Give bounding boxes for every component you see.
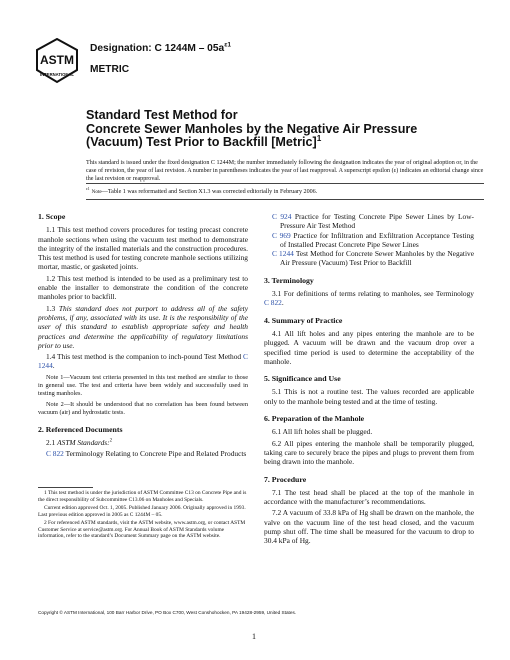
designation-text: Designation: C 1244M – 05a [90,43,225,54]
preparation-heading: 6. Preparation of the Manhole [264,414,365,424]
terminology-3-1: 3.1 For definitions of terms relating to manholes, see Terminology C 822. [264,289,474,308]
summary-heading: 4. Summary of Practice [264,315,343,325]
left-column [38,212,248,459]
significance-5-1: 5.1 This is not a routine test. The values recorded are applicable only to the manhole being tested and at the time of testing. [264,387,474,406]
designation-epsilon: ε1 [224,41,232,49]
astm-standards-label: 2.1 ASTM Standards:$^2$ [46,438,113,448]
scope-1-4: 1.4 This test method is the companion to inch-pound Test Method C 1244. [38,352,248,371]
scope-heading: 1. Scope [38,212,66,221]
divider-bottom [86,199,484,200]
significance-heading: 5. Significance and Use [264,374,341,384]
title-line-3: (Vacuum) Test Prior to Backfill [Metric]$^1$ [86,134,322,150]
copyright: Copyright © ASTM International, 100 Barr Harbor Drive, PO Box C700, West Conshohocken, PA 19428-2959, United States. [38,610,297,615]
editorial-note: $^{\varepsilon 1}$Note—Table 1 was reformatted and Section X1.3 was corrected editorially in February 2006. [86,186,318,196]
footnote-2: 2 For referenced ASTM standards, visit the ASTM website, www.astm.org, or contact ASTM Customer Service at service@astm.org. For Annual Book of ASTM Standards volume information, refer to the standard’s Document Summary page on the ASTM website. [38,519,246,540]
preparation-6-2: 6.2 All pipes entering the manhole shall be temporarily plugged, taking care to securely brace the pipes and plugs to prevent them from being drawn into the manhole. [264,438,474,467]
note-1: Note 1—Vacuum test criteria presented in this test method are similar to those in general use. The test and criteria have been widely and successfully used in testing manholes. [38,373,248,397]
procedure-heading: 7. Procedure [264,474,307,484]
page-title [86,109,486,150]
terminology-heading: 3. Terminology [264,275,314,285]
title-line-1: Standard Test Method for [86,108,238,122]
link-c1244[interactable]: C 1244 [38,352,248,371]
ref-c924: C 924 Practice for Testing Concrete Pipe Sewer Lines by Low-Pressure Air Test Method [272,212,474,231]
ref-c1244: C 1244 Test Method for Concrete Sewer Manholes by the Negative Air Pressure (Vacuum) Test Prior to Backfill [272,249,475,268]
footnotes [38,490,248,541]
divider-top [86,183,484,184]
designation [90,43,231,54]
title-line-2: Concrete Sewer Manholes by the Negative Air Pressure [86,121,418,136]
footnote-1: 1 This test method is under the jurisdiction of ASTM Committee C13 on Concrete Pipe and is the direct responsibility of Subcommittee C13.06 on Manholes and Specials. [38,490,247,503]
unit-system: METRIC [90,64,130,75]
footnote-1b: Current edition approved Oct. 1, 2005. Published January 2006. Originally approved in 1993. Last previous edition approved in 2005 as C 1244M – 05. [38,504,246,518]
procedure-7-1: 7.1 The test head shall be placed at the top of the manhole in accordance with the manufacturer’s recommendations. [264,487,474,507]
right-column [264,212,474,548]
logo-subtext: INTERNATIONAL [40,72,74,77]
logo-text: ASTM [40,53,74,67]
note-2: Note 2—It should be understood that no correlation has been found between vacuum (air) and hydrostatic tests. [38,400,248,416]
scope-1-2: 1.2 This test method is intended to be used as a preliminary test to enable the installer to demonstrate the condition of the concrete manholes prior to backfill. [38,273,248,302]
preparation-6-1: 6.1 All lift holes shall be plugged. [272,427,373,437]
astm-logo [35,38,79,84]
summary-4-1: 4.1 All lift holes and any pipes entering the manhole are to be plugged. A vacuum will be drawn and the vacuum drop over a specified time period is used to determine the acceptability of the manhole. [264,328,474,366]
procedure-7-2: 7.2 A vacuum of 33.8 kPa of Hg shall be drawn on the manhole, the valve on the vacuum line of the test head closed, and the vacuum pump shut off. The time shall be measured for the vacuum to drop to 30.4 kPa of Hg. [264,508,474,546]
referenced-heading: 2. Referenced Documents [38,424,123,434]
scope-1-1: 1.1 This test method covers procedures for testing precast concrete manhole sections when using the vacuum test method to demonstrate the integrity of the installed materials and the construction procedures. This test method is used for testing concrete manhole sections utilizing mortar, mastic, or gasketed joints. [38,225,248,272]
ref-c969: C 969 Practice for Infiltration and Exfiltration Acceptance Testing of Installed Precast Concrete Pipe Sewer Lines [272,230,474,249]
footnote-divider [38,487,93,488]
link-c822[interactable]: C 822 [264,298,282,308]
page-number: 1 [252,632,256,641]
scope-1-3: 1.3 This standard does not purport to address all of the safety problems, if any, associated with its use. It is the responsibility of the user of this standard to establish appropriate safety and health practices and determine the applicability of regulatory limitations prior to use. [38,303,248,350]
standard-note: This standard is issued under the fixed designation C 1244M; the number immediately following the designation indicates the year of original adoption or, in the case of revision, the year of last revision. A number in parentheses indicates the year of last reapproval. A superscript epsilon (ε) indicates an editorial change since the last revision or reapproval. [86,160,484,183]
ref-c822: C 822 Terminology Relating to Concrete Pipe and Related Products [46,449,247,459]
